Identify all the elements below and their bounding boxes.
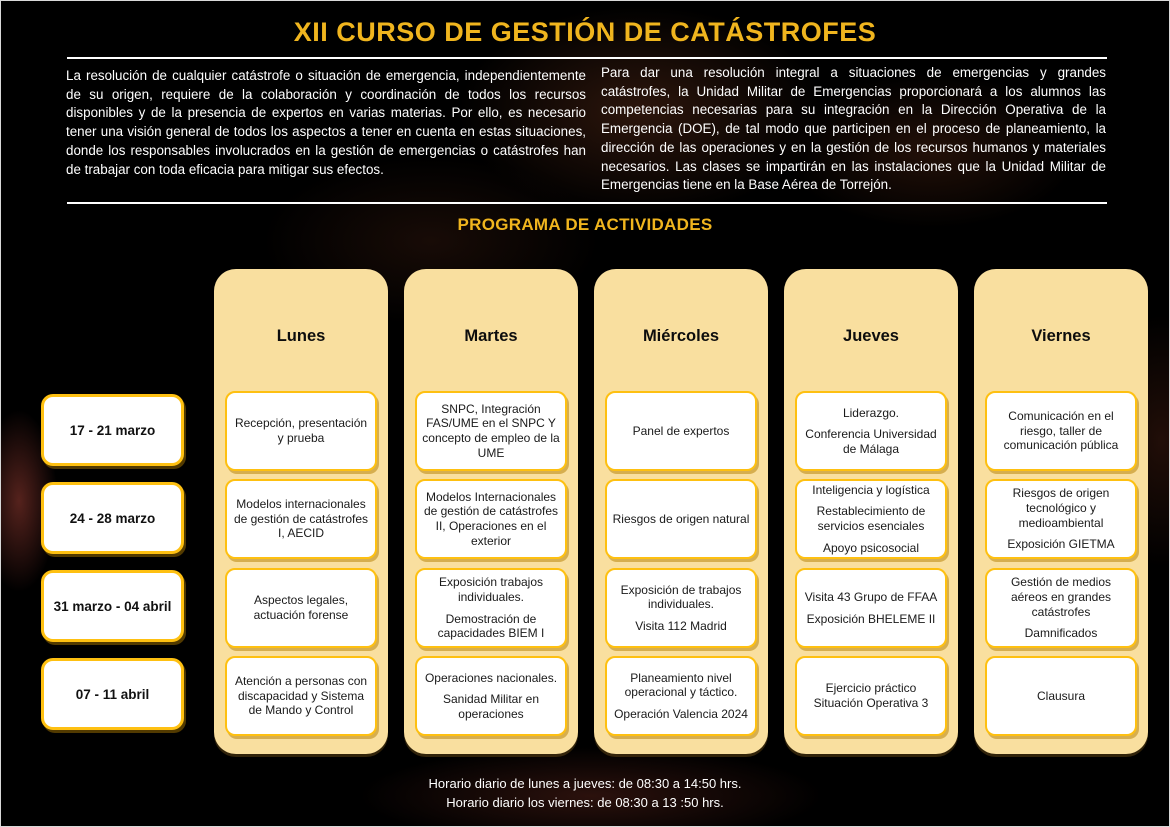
week-label-2 — [41, 482, 184, 554]
cell-martes-week3: Exposición trabajos individuales. Demostración de capacidades BIEM I — [415, 568, 567, 648]
footer-line-2: Horario diario los viernes: de 08:30 a 13 :50 hrs. — [446, 795, 724, 810]
week-label-1-text: 17 - 21 marzo — [69, 422, 156, 438]
week-label-1 — [41, 394, 184, 466]
day-column-miercoles — [594, 269, 768, 754]
intro-paragraph-left: La resolución de cualquier catástrofe o situación de emergencia, independientemente de su origen, requiere de la colaboración y coordinación de todos los recursos disponibles y de la presencia de expertos en varias materias. Por ello, es necesario tener una visión general de todos los aspectos a tener en cuenta en estas situaciones, donde los responsables involucrados en la gestión de emergencias o catástrofes han de trabajar con toda eficacia para mitigar sus efectos. — [66, 68, 586, 177]
page-title: XII CURSO DE GESTIÓN DE CATÁSTROFES — [293, 17, 877, 47]
cell-lunes-week2: Modelos internacionales de gestión de catástrofes I, AECID — [225, 479, 377, 559]
divider-top — [67, 57, 1107, 59]
cell-jueves-week1: Liderazgo. Conferencia Universidad de Málaga — [795, 391, 947, 471]
cell-jueves-week4: Ejercicio práctico Situación Operativa 3 — [795, 656, 947, 736]
cell-jueves-week2: Inteligencia y logística Restablecimiento de servicios esenciales Apoyo psicosocial — [795, 479, 947, 559]
cell-lunes-week3: Aspectos legales, actuación forense — [225, 568, 377, 648]
day-column-jueves — [784, 269, 958, 754]
day-header-jueves: Jueves — [843, 327, 899, 345]
cell-miercoles-week3: Exposición de trabajos individuales. Visita 112 Madrid — [605, 568, 757, 648]
week-label-3-text: 31 marzo - 04 abril — [53, 598, 172, 614]
cell-lunes-week4: Atención a personas con discapacidad y Sistema de Mando y Control — [225, 656, 377, 736]
day-header-martes: Martes — [464, 327, 518, 345]
cell-lunes-week1: Recepción, presentación y prueba — [225, 391, 377, 471]
footer-line-1: Horario diario de lunes a jueves: de 08:30 a 14:50 hrs. — [428, 776, 742, 791]
week-label-2-text: 24 - 28 marzo — [69, 510, 156, 526]
cell-miercoles-week2: Riesgos de origen natural — [605, 479, 757, 559]
cell-miercoles-week4: Planeamiento nivel operacional y táctico. Operación Valencia 2024 — [605, 656, 757, 736]
cell-martes-week4: Operaciones nacionales. Sanidad Militar en operaciones — [415, 656, 567, 736]
section-title: PROGRAMA DE ACTIVIDADES — [457, 215, 713, 234]
cell-jueves-week3: Visita 43 Grupo de FFAA Exposición BHELEME II — [795, 568, 947, 648]
day-column-lunes — [214, 269, 388, 754]
day-column-viernes — [974, 269, 1148, 754]
cell-viernes-week3: Gestión de medios aéreos en grandes catástrofes Damnificados — [985, 568, 1137, 648]
schedule-hours-footer — [1, 774, 1169, 812]
day-column-martes — [404, 269, 578, 754]
cell-martes-week2: Modelos Internacionales de gestión de catástrofes II, Operaciones en el exterior — [415, 479, 567, 559]
week-label-3 — [41, 570, 184, 642]
divider-middle — [67, 202, 1107, 204]
cell-miercoles-week1: Panel de expertos — [605, 391, 757, 471]
cell-martes-week1: SNPC, Integración FAS/UME en el SNPC Y concepto de empleo de la UME — [415, 391, 567, 471]
day-header-viernes: Viernes — [1031, 327, 1091, 345]
intro-paragraph-right: Para dar una resolución integral a situaciones de emergencias y grandes catástrofes, la Unidad Militar de Emergencias proporcionará a los alumnos las competencias necesarias para su integración en la Dirección Operativa de la Emergencia (DOE), de tal modo que participen en el proceso de planeamiento, la dirección de las operaciones y en la gestión de los recursos humanos y materiales necesarios. Las clases se impartirán en las instalaciones que la Unidad Militar de Emergencias tiene en la Base Aérea de Torrejón. — [601, 65, 1106, 193]
week-label-4 — [41, 658, 184, 730]
cell-viernes-week2: Riesgos de origen tecnológico y medioambiental Exposición GIETMA — [985, 479, 1137, 559]
week-label-4-text: 07 - 11 abril — [75, 686, 150, 702]
day-header-lunes: Lunes — [276, 327, 326, 345]
day-header-miercoles: Miércoles — [642, 327, 720, 345]
cell-viernes-week4: Clausura — [985, 656, 1137, 736]
cell-viernes-week1: Comunicación en el riesgo, taller de comunicación pública — [985, 391, 1137, 471]
